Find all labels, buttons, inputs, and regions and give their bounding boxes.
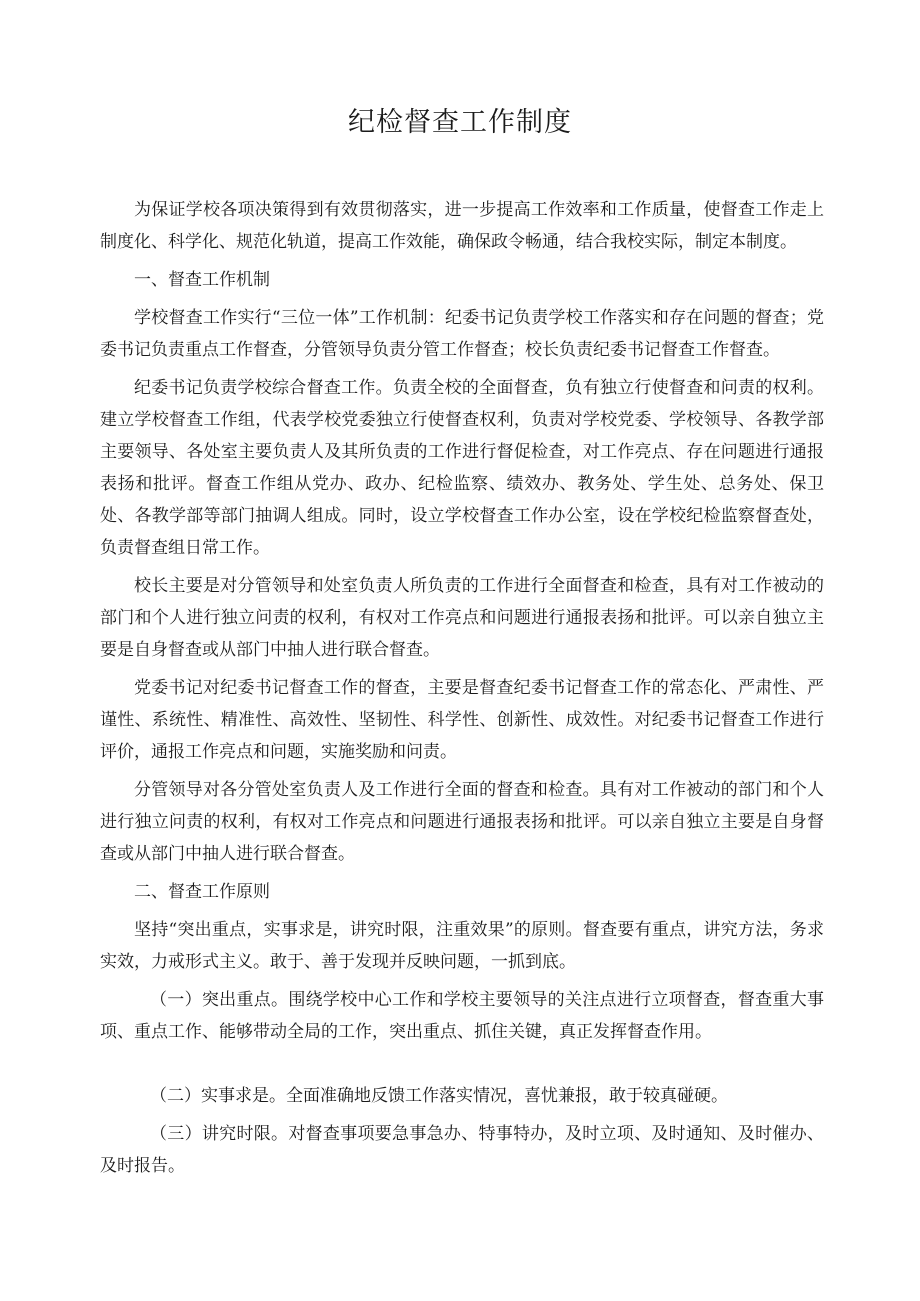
body-paragraph: 学校督查工作实行“三位一体”工作机制：纪委书记负责学校工作落实和存在问题的督查；党委书记负责重点工作督查，分管领导负责分管工作督查；校长负责纪委书记督查工作督查。 xyxy=(100,308,824,360)
sub-item-1: （一）突出重点。围绕学校中心工作和学校主要领导的关注点进行立项督查，督查重大事项、重点工作、能够带动全局的工作，突出重点、抓住关键，真正发挥督查作用。 xyxy=(100,990,824,1042)
body-paragraph: 党委书记对纪委书记督查工作的督查，主要是督查纪委书记督查工作的常态化、严肃性、严谨性、系统性、精准性、高效性、坚韧性、科学性、创新性、成效性。对纪委书记督查工作进行评价，通报工作亮点和问题，实施奖励和问责。 xyxy=(100,678,824,762)
body-paragraph: 校长主要是对分管领导和处室负责人所负责的工作进行全面督查和检查，具有对工作被动的部门和个人进行独立问责的权利，有权对工作亮点和问题进行通报表扬和批评。可以亲自独立主要是自身督查或从部门中抽人进行联合督查。 xyxy=(100,576,824,660)
document-title: 纪检督查工作制度 xyxy=(348,107,572,138)
document-body xyxy=(100,194,824,1182)
sub-item-2: （二）实事求是。全面准确地反馈工作落实情况，喜忧兼报，敢于较真碰硬。 xyxy=(150,1086,728,1106)
section-heading-1: 一、督查工作机制 xyxy=(134,270,270,290)
intro-paragraph: 为保证学校各项决策得到有效贯彻落实，进一步提高工作效率和工作质量，使督查工作走上制度化、科学化、规范化轨道，提高工作效能，确保政令畅通，结合我校实际，制定本制度。 xyxy=(100,200,824,252)
sub-item-3: （三）讲究时限。对督查事项要急事急办、特事特办，及时立项、及时通知、及时催办、及时报告。 xyxy=(100,1124,824,1176)
section-heading-2: 二、督查工作原则 xyxy=(134,882,270,902)
body-paragraph: 坚持“突出重点，实事求是，讲究时限，注重效果”的原则。督查要有重点，讲究方法，务求实效，力戒形式主义。敢于、善于发现并反映问题，一抓到底。 xyxy=(100,920,824,972)
body-paragraph: 分管领导对各分管处室负责人及工作进行全面的督查和检查。具有对工作被动的部门和个人进行独立问责的权利，有权对工作亮点和问题进行通报表扬和批评。可以亲自独立主要是自身督查或从部门中抽人进行联合督查。 xyxy=(100,780,824,864)
body-paragraph: 纪委书记负责学校综合督查工作。负责全校的全面督查，负有独立行使督查和问责的权利。建立学校督查工作组，代表学校党委独立行使督查权利，负责对学校党委、学校领导、各教学部主要领导、各处室主要负责人及其所负责的工作进行督促检查，对工作亮点、存在问题进行通报表扬和批评。督查工作组从党办、政办、纪检监察、绩效办、教务处、学生处、总务处、保卫处、各教学部等部门抽调人组成。同时，设立学校督查工作办公室，设在学校纪检监察督查处，负责督查组日常工作。 xyxy=(100,378,824,558)
